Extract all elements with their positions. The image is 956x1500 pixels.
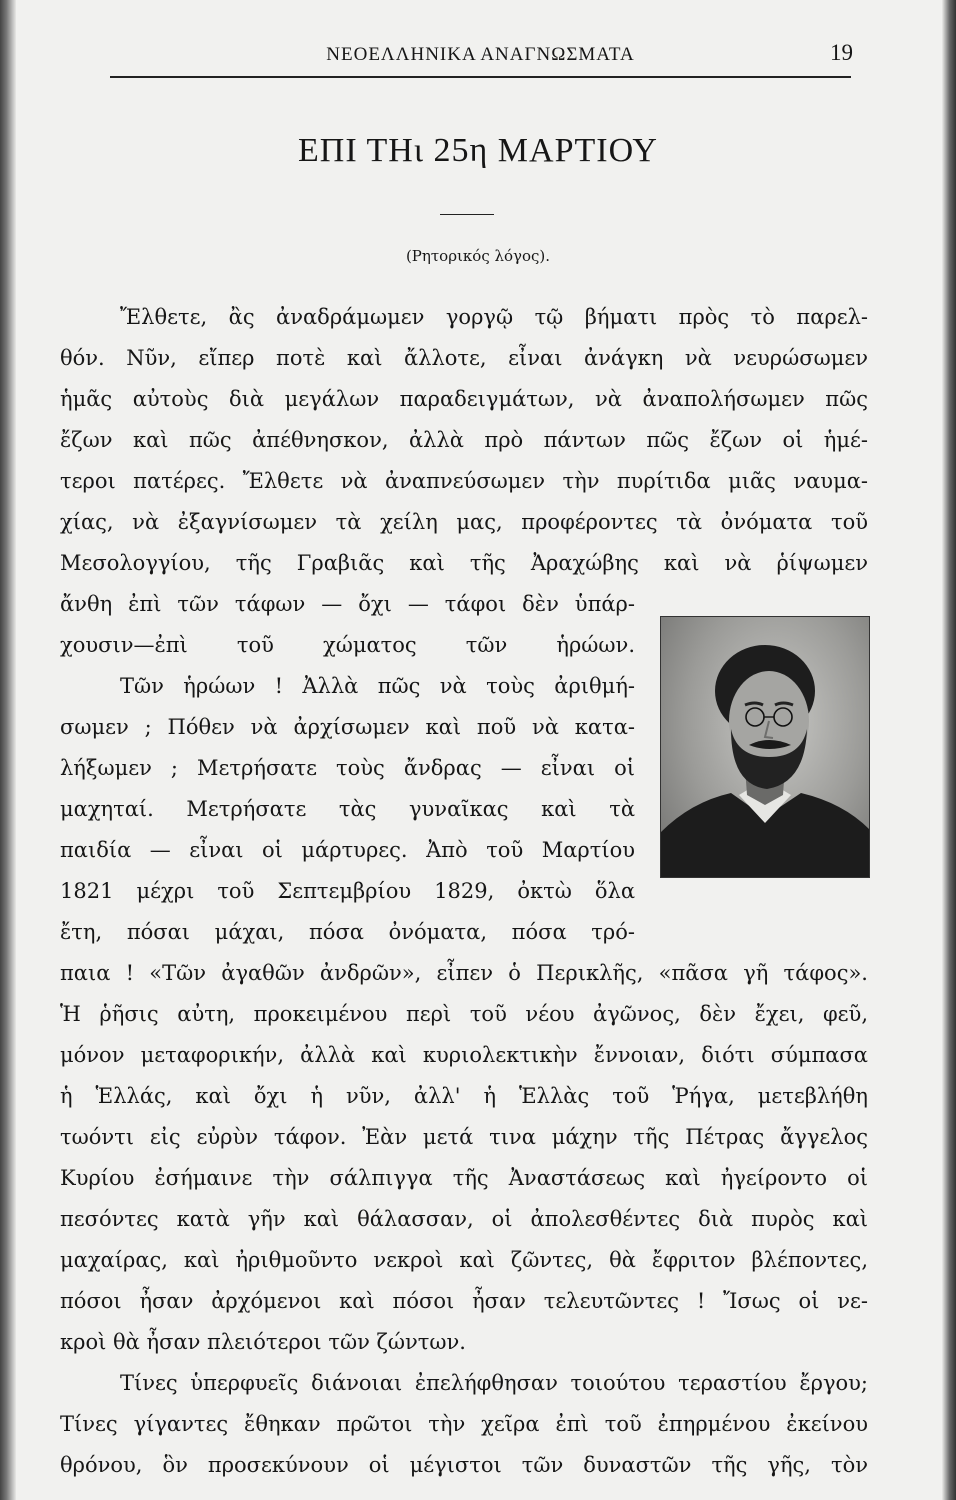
text-line: ἔτη, πόσαι μάχαι, πόσα ὀνόματα, πόσα τρό- — [60, 920, 635, 944]
text-line: χουσιν—ἐπὶ τοῦ χώματος τῶν ἡρώων. — [60, 633, 635, 657]
running-title: ΝΕΟΕΛΛΗΝΙΚΑ ΑΝΑΓΝΩΣΜΑΤΑ — [326, 44, 635, 65]
text-line: Τίνες ὑπερφυεῖς διάνοιαι ἐπελήφθησαν τοιούτου τεραστίου ἔργου; — [120, 1371, 868, 1395]
page-number: 19 — [830, 40, 853, 65]
text-line: ἡ Ἑλλάς, καὶ ὄχι ἡ νῦν, ἀλλ' ἡ Ἑλλὰς τοῦ Ῥήγα, μετεβλήθη — [60, 1084, 868, 1108]
text-line: παια ! «Τῶν ἀγαθῶν ἀνδρῶν», εἶπεν ὁ Περικλῆς, «πᾶσα γῆ τάφος». — [60, 961, 868, 985]
article-subtitle: (Ρητορικός λόγος). — [405, 247, 551, 265]
text-line: 1821 μέχρι τοῦ Σεπτεμβρίου 1829, ὀκτὼ ὅλα — [60, 879, 635, 903]
text-line: τεροι πατέρες. Ἔλθετε νὰ ἀναπνεύσωμεν τὴν πυρίτιδα μιᾶς ναυμα- — [60, 469, 868, 493]
text-line: Ἡ ῥῆσις αὐτη, προκειμένου περὶ τοῦ νέου ἀγῶνος, δὲν ἔχει, φεῦ, — [60, 1002, 868, 1026]
text-line: πόσοι ἦσαν ἀρχόμενοι καὶ πόσοι ἦσαν τελευτῶντες ! Ἴσως οἱ νε- — [60, 1289, 868, 1313]
page-right-edge-shadow — [942, 0, 956, 1500]
text-line: ἔζων καὶ πῶς ἀπέθνησκον, ἀλλὰ πρὸ πάντων πῶς ἔζων οἱ ἡμέ- — [60, 428, 868, 452]
text-line: κροὶ θὰ ἦσαν πλειότεροι τῶν ζώντων. — [60, 1330, 466, 1354]
text-line: λήξωμεν ; Μετρήσατε τοὺς ἄνδρας — εἶναι οἱ — [60, 756, 635, 780]
text-line: ἡμᾶς αὐτοὺς διὰ μεγάλων παραδειγμάτων, νὰ ἀναπολήσωμεν πῶς — [60, 387, 868, 411]
text-line: μαχαίρας, καὶ ἠριθμοῦντο νεκροὶ καὶ ζῶντες, θὰ ἔφριτον βλέποντες, — [60, 1248, 868, 1272]
text-line: Ἔλθετε, ἂς ἀναδράμωμεν γοργῷ τῷ βήματι πρὸς τὸ παρελ- — [120, 305, 868, 329]
running-header — [110, 40, 851, 78]
text-line: Κυρίου ἐσήμαινε τὴν σάλπιγγα τῆς Ἀναστάσεως καὶ ἠγείροντο οἱ — [60, 1166, 868, 1190]
text-line: θόν. Νῦν, εἴπερ ποτὲ καὶ ἄλλοτε, εἶναι ἀνάγκη νὰ νευρώσωμεν — [60, 346, 868, 370]
text-line: ἄνθη ἐπὶ τῶν τάφων — ὄχι — τάφοι δὲν ὑπάρ- — [60, 592, 635, 616]
portrait-photo — [660, 616, 870, 878]
text-line: παιδία — εἶναι οἱ μάρτυρες. Ἀπὸ τοῦ Μαρτίου — [60, 838, 635, 862]
text-line: χίας, νὰ ἐξαγνίσωμεν τὰ χείλη μας, προφέροντες τὰ ὀνόματα τοῦ — [60, 510, 868, 534]
portrait-illustration — [661, 617, 869, 877]
text-line: σωμεν ; Πόθεν νὰ ἀρχίσωμεν καὶ ποῦ νὰ κατα- — [60, 715, 635, 739]
article-title: ΕΠΙ ΤΗι 25η ΜΑΡΤΙΟΥ — [298, 132, 658, 169]
text-line: θρόνου, ὃν προσεκύνουν οἱ μέγιστοι τῶν δυναστῶν τῆς γῆς, τὸν — [60, 1453, 868, 1477]
text-line: Τῶν ἡρώων ! Ἀλλὰ πῶς νὰ τοὺς ἀριθμή- — [120, 674, 635, 698]
text-line: μαχηταί. Μετρήσατε τὰς γυναῖκας καὶ τὰ — [60, 797, 635, 821]
page-left-edge-shadow — [0, 0, 16, 1500]
text-line: τωόντι εἰς εὐρὺν τάφον. Ἐὰν μετά τινα μάχην τῆς Πέτρας ἄγγελος — [60, 1125, 868, 1149]
text-line: Τίνες γίγαντες ἔθηκαν πρῶτοι τὴν χεῖρα ἐπὶ τοῦ ἐπηρμένου ἐκείνου — [60, 1412, 868, 1436]
text-line: μόνον μεταφορικήν, ἀλλὰ καὶ κυριολεκτικὴν ἔννοιαν, διότι σύμπασα — [60, 1043, 868, 1067]
text-line: Μεσολογγίου, τῆς Γραβιᾶς καὶ τῆς Ἀραχώβης καὶ νὰ ῥίψωμεν — [60, 551, 868, 575]
title-divider — [440, 214, 494, 215]
text-line: πεσόντες κατὰ γῆν καὶ θάλασσαν, οἱ ἀπολεσθέντες διὰ πυρὸς καὶ — [60, 1207, 868, 1231]
